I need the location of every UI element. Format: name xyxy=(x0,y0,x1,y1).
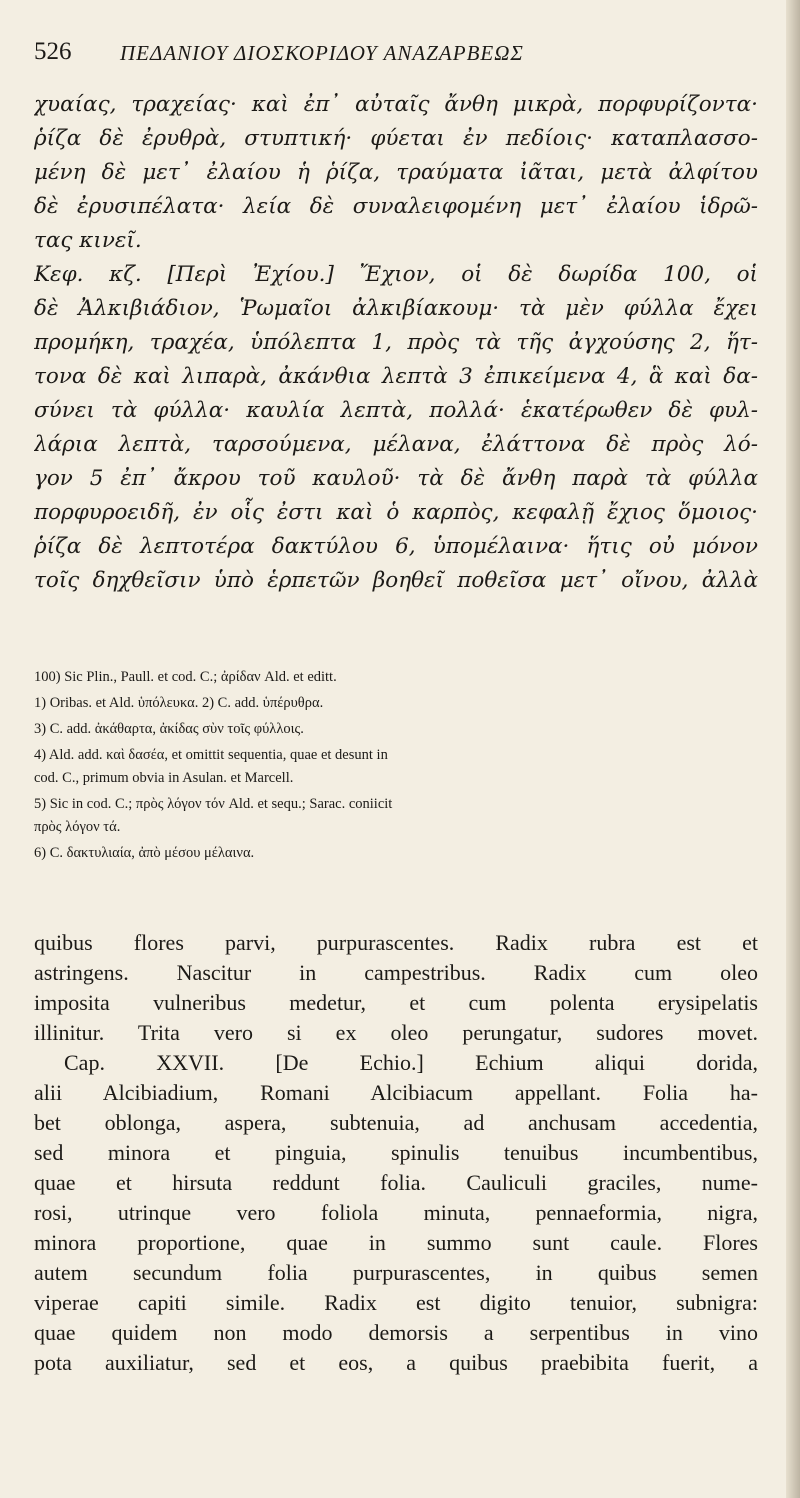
greek-line: δὲ Ἀλκιβιάδιον, Ῥωμαῖοι ἀλκιβίακουμ· τὰ μὲν φύλλα ἔχει xyxy=(34,296,758,321)
greek-line: χυαίας, τραχείας· καὶ ἐπ᾽ αὐταῖς ἄνθη μικρὰ, πορφυρίζοντα· xyxy=(34,92,758,117)
page-number: 526 xyxy=(34,38,72,65)
footnote-line: 3) C. add. ἀκάθαρτα, ἀκίδας σὺν τοῖς φύλλοις. xyxy=(34,721,304,737)
footnote-line: 100) Sic Plin., Paull. et cod. C.; ἀρίδαν Ald. et editt. xyxy=(34,669,337,685)
page-edge xyxy=(786,0,800,1498)
greek-line: προμήκη, τραχέα, ὑπόλεπτα 1, πρὸς τὰ τῆς ἀγχούσης 2, ἥτ- xyxy=(34,330,758,355)
greek-text-block xyxy=(34,88,758,598)
greek-line: τοῖς δηχθεῖσιν ὑπὸ ἑρπετῶν βοηθεῖ ποθεῖσα μετ᾽ οἴνου, ἀλλὰ xyxy=(34,568,758,593)
latin-line: quibus flores parvi, purpurascentes. Radix rubra est et xyxy=(34,930,758,955)
latin-line: Cap. XXVII. [De Echio.] Echium aliqui dorida, xyxy=(64,1050,758,1075)
greek-line: σύνει τὰ φύλλα· καυλία λεπτὰ, πολλά· ἑκατέρωθεν δὲ φυλ- xyxy=(34,398,758,423)
greek-line: λάρια λεπτὰ, ταρσούμενα, μέλανα, ἐλάττονα δὲ πρὸς λό- xyxy=(34,432,758,457)
greek-line: μένη δὲ μετ᾽ ἐλαίου ἡ ῥίζα, τραύματα ἰᾶται, μετὰ ἀλφίτου xyxy=(34,160,758,185)
latin-line: bet oblonga, aspera, subtenuia, ad anchusam accedentia, xyxy=(34,1110,758,1135)
greek-line: ῥίζα δὲ λεπτοτέρα δακτύλου 6, ὑπομέλαινα· ἥτις οὐ μόνον xyxy=(34,534,758,559)
greek-line: ῥίζα δὲ ἐρυθρὰ, στυπτική· φύεται ἐν πεδίοις· καταπλασσο- xyxy=(34,126,758,151)
latin-line: alii Alcibiadium, Romani Alcibiacum appellant. Folia ha- xyxy=(34,1080,758,1105)
latin-line: autem secundum folia purpurascentes, in quibus semen xyxy=(34,1260,758,1285)
footnote-line: 6) C. δακτυλιαία, ἀπὸ μέσου μέλαινα. xyxy=(34,845,255,861)
latin-line: quae et hirsuta reddunt folia. Cauliculi graciles, nume- xyxy=(34,1170,758,1195)
footnotes xyxy=(34,666,758,865)
footnote-line: 1) Oribas. et Ald. ὑπόλευκα. 2) C. add. ὑπέρυθρα. xyxy=(34,695,324,711)
latin-line: rosi, utrinque vero foliola minuta, pennaeformia, nigra, xyxy=(34,1200,758,1225)
greek-line: γον 5 ἐπ᾽ ἄκρου τοῦ καυλοῦ· τὰ δὲ ἄνθη παρὰ τὰ φύλλα xyxy=(34,466,758,491)
latin-line: minora proportione, quae in summo sunt caule. Flores xyxy=(34,1230,758,1255)
footnote-line: πρὸς λόγον τά. xyxy=(34,819,121,835)
running-title: ΠΕΔΑΝΙΟΥ ΔΙΟΣΚΟΡΙΔΟΥ ΑΝΑΖΑΡΒΕΩΣ xyxy=(120,41,524,65)
footnote-line: 5) Sic in cod. C.; πρὸς λόγον τόν Ald. et sequ.; Sarac. coniicit xyxy=(34,796,393,812)
footnote-line: 4) Ald. add. καὶ δασέα, et omittit sequentia, quae et desunt in xyxy=(34,747,388,763)
latin-line: illinitur. Trita vero si ex oleo perungatur, sudores movet. xyxy=(34,1020,758,1045)
latin-line: viperae capiti simile. Radix est digito tenuior, subnigra: xyxy=(34,1290,758,1315)
greek-line: δὲ ἐρυσιπέλατα· λεία δὲ συναλειφομένη μετ᾽ ἐλαίου ἱδρῶ- xyxy=(34,194,758,219)
greek-line: τονα δὲ καὶ λιπαρὰ, ἀκάνθια λεπτὰ 3 ἐπικείμενα 4, ἃ καὶ δα- xyxy=(34,364,758,389)
latin-text-block xyxy=(34,928,758,1378)
greek-line: Κεφ. κζ. [Περὶ Ἐχίου.] Ἔχιον, οἱ δὲ δωρίδα 100, οἱ xyxy=(34,262,758,287)
latin-line: pota auxiliatur, sed et eos, a quibus praebibita fuerit, a xyxy=(34,1350,758,1375)
greek-line: τας κινεῖ. xyxy=(34,228,142,253)
latin-line: astringens. Nascitur in campestribus. Radix cum oleo xyxy=(34,960,758,985)
latin-line: sed minora et pinguia, spinulis tenuibus incumbentibus, xyxy=(34,1140,758,1165)
latin-line: quae quidem non modo demorsis a serpentibus in vino xyxy=(34,1320,758,1345)
page-header xyxy=(34,38,774,78)
footnote-line: cod. C., primum obvia in Asulan. et Marcell. xyxy=(34,770,294,786)
greek-line: πορφυροειδῆ, ἐν οἷς ἐστι καὶ ὁ καρπὸς, κεφαλῇ ἔχιος ὅμοιος· xyxy=(34,500,758,525)
latin-line: imposita vulneribus medetur, et cum polenta erysipelatis xyxy=(34,990,758,1015)
